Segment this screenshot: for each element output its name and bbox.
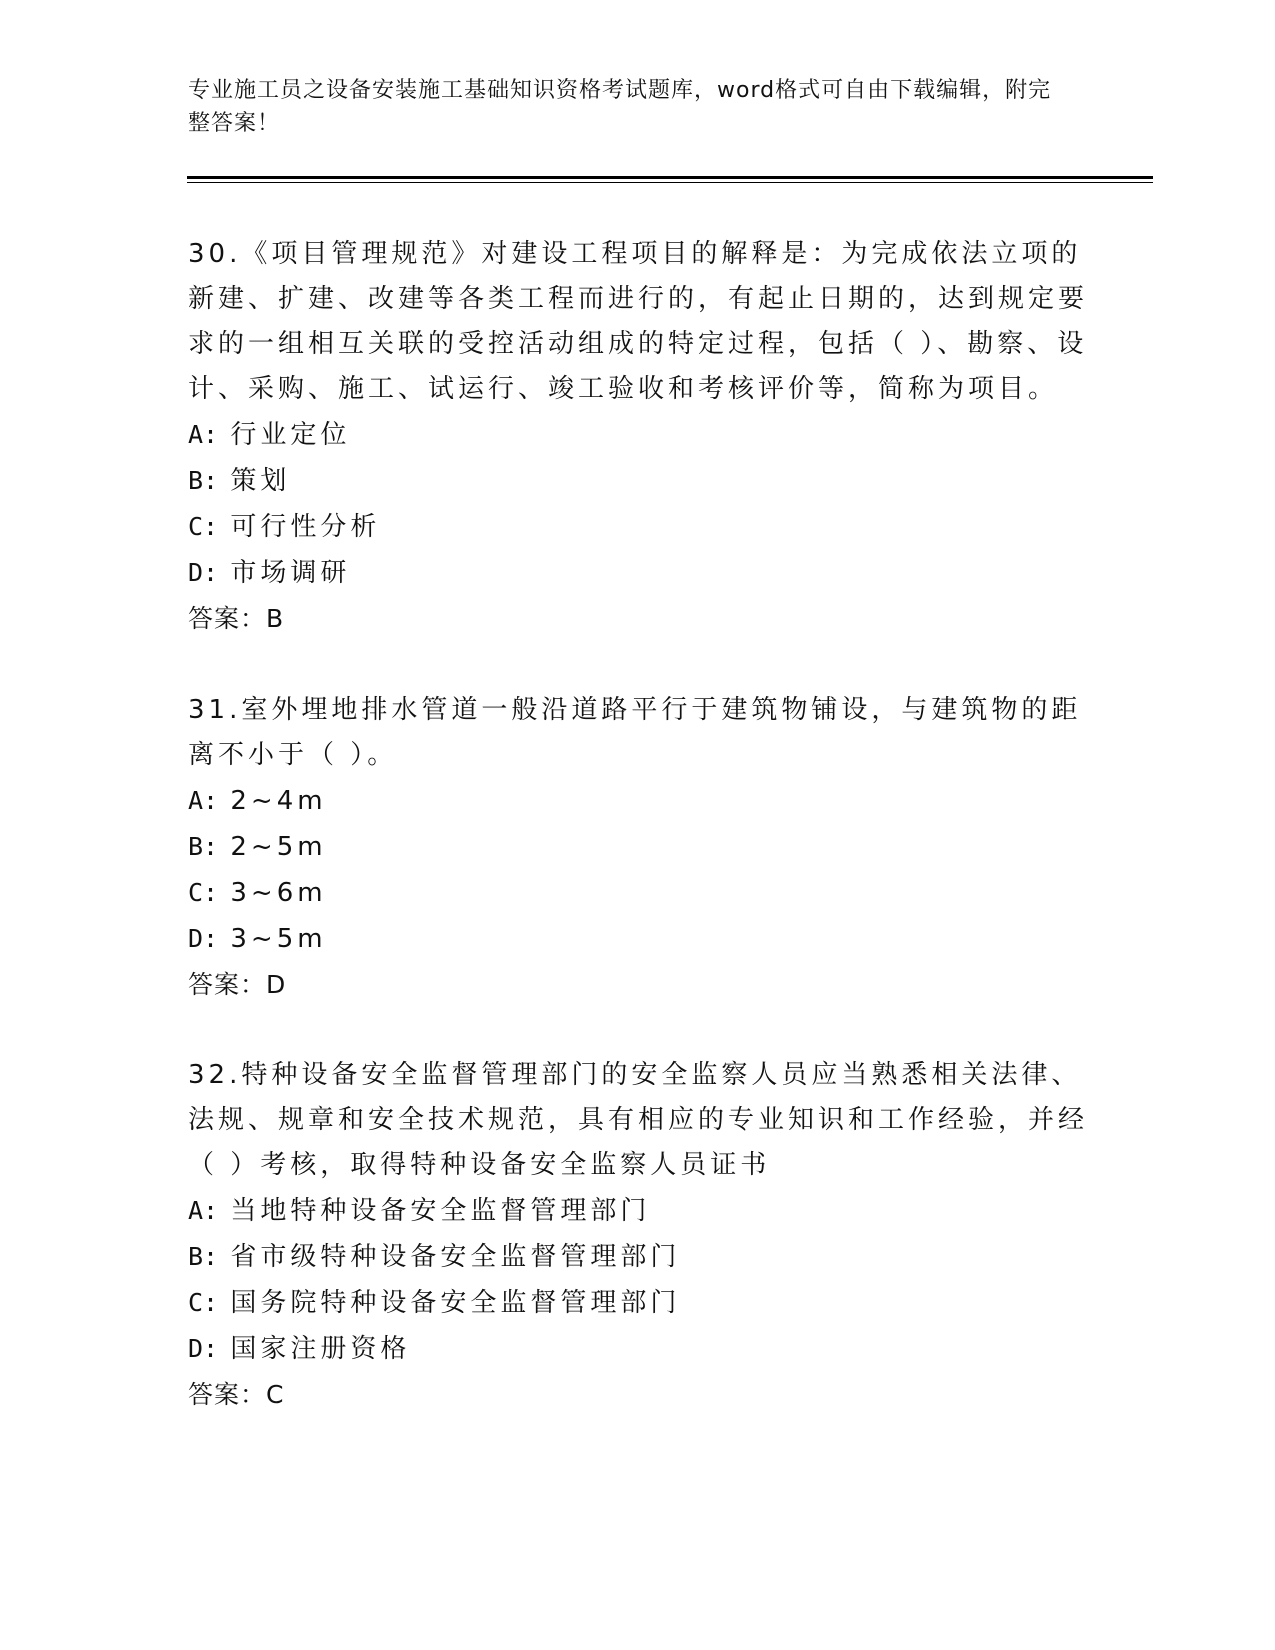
- option-text: 市场调研: [230, 558, 351, 588]
- option-text: 2~4m: [230, 786, 327, 816]
- option-text: 3~5m: [230, 924, 327, 954]
- header-divider-thick: [187, 176, 1153, 179]
- option-c: [188, 870, 1088, 916]
- question-stem: 30.《项目管理规范》对建设工程项目的解释是：为完成依法立项的新建、扩建、改建等各类工程而进行的，有起止日期的，达到规定要求的一组相互关联的受控活动组成的特定过程，包括（ ）、勘察、设计、采购、施工、试运行、竣工验收和考核评价等，简称为项目。: [188, 239, 1089, 404]
- option-text: 国家注册资格: [230, 1334, 411, 1364]
- option-text: 策划: [230, 466, 291, 496]
- option-d: [188, 550, 1088, 596]
- question-stem: 32.特种设备安全监督管理部门的安全监察人员应当熟悉相关法律、法规、规章和安全技术规范，具有相应的专业知识和工作经验，并经（ ）考核，取得特种设备安全监察人员证书: [188, 1060, 1089, 1180]
- document-header: 专业施工员之设备安装施工基础知识资格考试题库，word格式可自由下载编辑，附完整答案！: [188, 78, 1052, 136]
- question-32: [188, 1053, 1088, 1417]
- question-stem: 31.室外埋地排水管道一般沿道路平行于建筑物铺设，与建筑物的距离不小于（ ）。: [188, 695, 1082, 770]
- answer-line: 答案：C: [188, 1380, 285, 1409]
- option-b: [188, 458, 1088, 504]
- option-letter: A:: [188, 786, 219, 815]
- option-b: [188, 1234, 1088, 1280]
- option-letter: A:: [188, 420, 219, 449]
- option-letter: B:: [188, 466, 219, 495]
- option-text: 行业定位: [230, 420, 351, 450]
- option-a: [188, 1188, 1088, 1234]
- option-letter: B:: [188, 832, 219, 861]
- option-text: 省市级特种设备安全监督管理部门: [230, 1242, 681, 1272]
- question-30: [188, 232, 1088, 641]
- option-text: 当地特种设备安全监督管理部门: [230, 1196, 651, 1226]
- option-letter: A:: [188, 1196, 219, 1225]
- option-letter: C:: [188, 878, 219, 907]
- option-d: [188, 1326, 1088, 1372]
- question-31: [188, 688, 1088, 1007]
- option-letter: B:: [188, 1242, 219, 1271]
- option-a: [188, 778, 1088, 824]
- option-letter: C:: [188, 1288, 219, 1317]
- answer-line: 答案：D: [188, 970, 287, 999]
- option-letter: C:: [188, 512, 219, 541]
- option-d: [188, 916, 1088, 962]
- option-letter: D:: [188, 924, 219, 953]
- option-text: 国务院特种设备安全监督管理部门: [230, 1288, 681, 1318]
- option-a: [188, 412, 1088, 458]
- option-text: 2~5m: [230, 832, 327, 862]
- option-c: [188, 504, 1088, 550]
- option-text: 可行性分析: [230, 512, 381, 542]
- header-divider-thin: [187, 182, 1153, 183]
- option-text: 3~6m: [230, 878, 327, 908]
- option-c: [188, 1280, 1088, 1326]
- option-letter: D:: [188, 558, 219, 587]
- option-b: [188, 824, 1088, 870]
- answer-line: 答案：B: [188, 604, 285, 633]
- option-letter: D:: [188, 1334, 219, 1363]
